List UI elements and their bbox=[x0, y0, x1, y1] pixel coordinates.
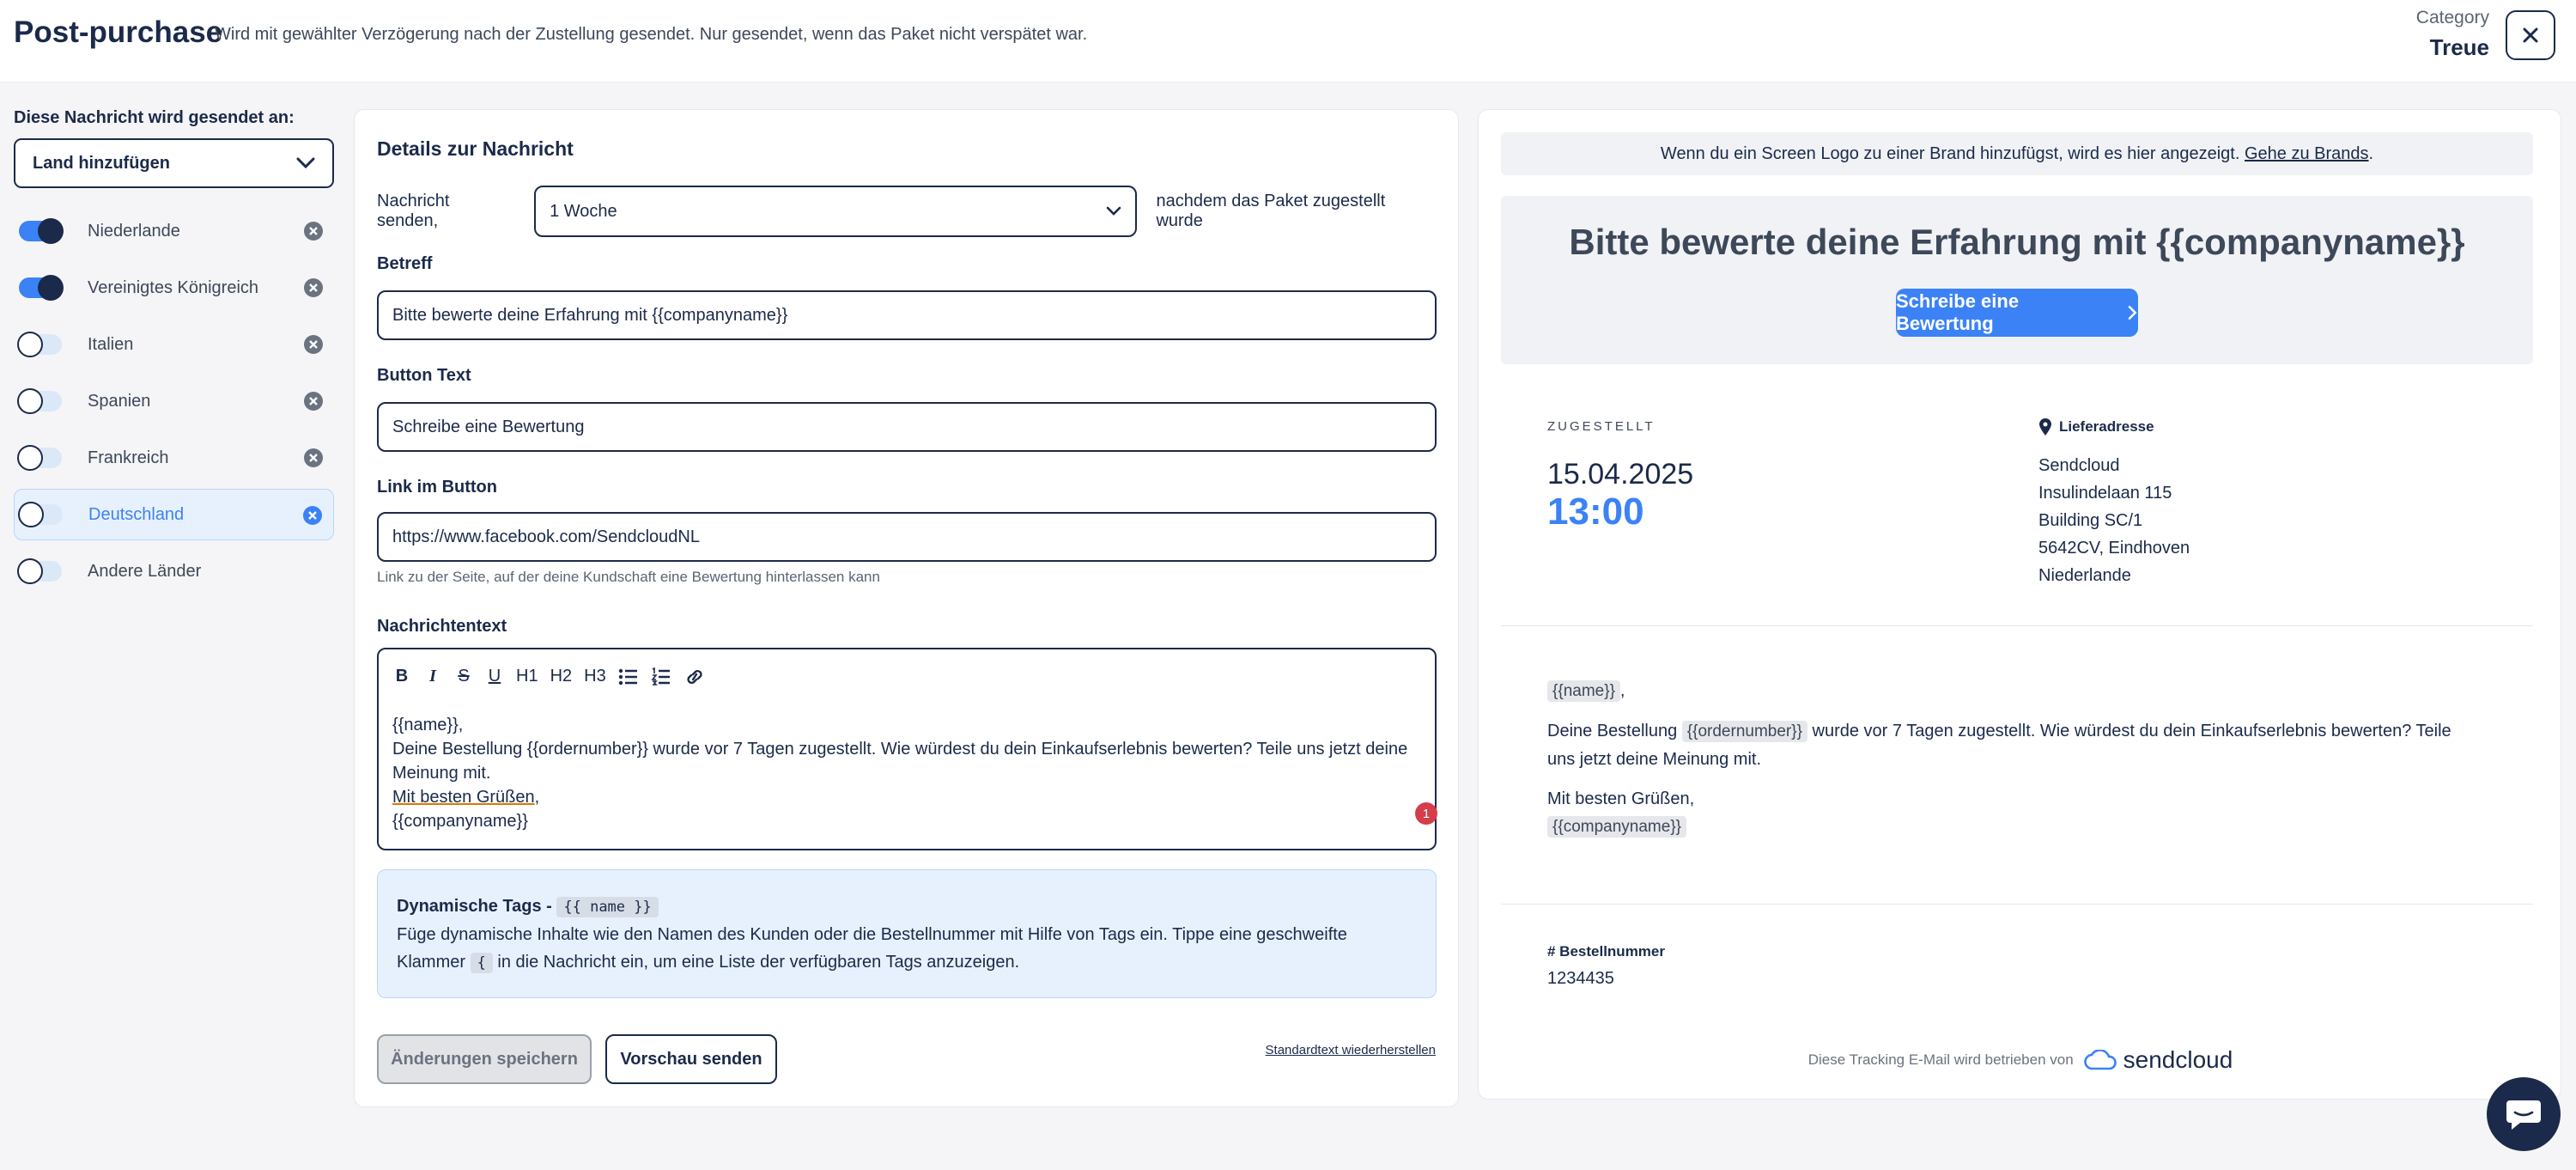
add-country-select[interactable] bbox=[14, 138, 334, 188]
order-label: # Bestellnummer bbox=[1547, 943, 1665, 960]
tag-chip-brace: { bbox=[471, 953, 493, 973]
send-delay-row bbox=[377, 186, 1437, 237]
add-country-label: Land hinzufügen bbox=[33, 153, 170, 173]
country-item-spanien[interactable] bbox=[14, 375, 334, 427]
country-toggle[interactable] bbox=[19, 277, 62, 298]
page-subtitle: Wird mit gewählter Verzögerung nach der Zustellung gesendet. Nur gesendet, wenn das Paket nicht verspätet war. bbox=[215, 25, 1088, 44]
remove-country-icon[interactable] bbox=[303, 448, 324, 468]
link-hint: Link zu der Seite, auf der deine Kundschaft eine Bewertung hinterlassen kann bbox=[377, 569, 880, 585]
location-pin-icon bbox=[2038, 417, 2052, 436]
divider bbox=[1501, 904, 2533, 905]
close-button[interactable] bbox=[2506, 10, 2555, 60]
strikethrough-button[interactable]: S bbox=[458, 667, 470, 686]
h1-button[interactable]: H1 bbox=[516, 667, 538, 686]
button-text-value: Schreibe eine Bewertung bbox=[392, 417, 585, 436]
error-badge[interactable]: 1 bbox=[1415, 802, 1437, 825]
send-suffix: nachdem das Paket zugestellt wurde bbox=[1156, 192, 1386, 230]
remove-country-icon[interactable] bbox=[303, 221, 324, 241]
tags-title: Dynamische Tags - bbox=[397, 897, 552, 916]
delivery-date: 15.04.2025 bbox=[1547, 458, 1694, 491]
tags-text-1: Füge dynamische Inhalte wie den Namen des Kunden oder die Bestellnummer mit Hilfe von Tags ein. Tippe eine geschweifte bbox=[397, 925, 1347, 944]
country-toggle[interactable] bbox=[19, 561, 62, 582]
message-line: {{name}}, bbox=[392, 716, 464, 734]
msg-line1-post: wurde vor 7 Tagen zugestellt. Wie würdest du dein Einkaufserlebnis bewerten? Teile bbox=[1812, 722, 2451, 740]
preview-heading: Bitte bewerte deine Erfahrung mit {{companyname}} bbox=[1569, 222, 2465, 262]
tag-chip-ordernumber: {{ordernumber}} bbox=[1682, 721, 1807, 742]
subject-input[interactable] bbox=[377, 290, 1437, 340]
details-title: Details zur Nachricht bbox=[377, 137, 574, 160]
underline-button[interactable]: U bbox=[488, 667, 501, 686]
remove-country-icon[interactable] bbox=[302, 505, 323, 526]
preview-cta-label: Schreibe eine Bewertung bbox=[1896, 290, 2020, 334]
tag-chip-company: {{companyname}} bbox=[1547, 816, 1686, 838]
country-name: Niederlande bbox=[88, 221, 180, 241]
send-delay-value: 1 Woche bbox=[550, 201, 617, 221]
country-item-andere-laender[interactable] bbox=[14, 545, 334, 597]
message-editor[interactable] bbox=[377, 648, 1437, 850]
country-item-vereinigtes-koenigreich[interactable] bbox=[14, 262, 334, 314]
order-value: 1234435 bbox=[1547, 969, 1614, 988]
bullet-list-icon[interactable] bbox=[618, 667, 639, 686]
bold-button[interactable]: B bbox=[395, 667, 409, 686]
message-label: Nachrichtentext bbox=[377, 617, 507, 636]
banner-dot: . bbox=[2368, 143, 2374, 163]
remove-country-icon[interactable] bbox=[303, 334, 324, 355]
send-prefix: Nachricht senden, bbox=[377, 192, 450, 230]
country-item-deutschland[interactable] bbox=[14, 489, 334, 540]
tag-chip-name: {{name}} bbox=[1547, 680, 1620, 702]
message-line: Mit besten Grüßen, bbox=[392, 788, 540, 807]
msg-regards: Mit besten Grüßen, bbox=[1547, 789, 1695, 808]
chat-icon bbox=[2505, 1097, 2543, 1131]
link-value: https://www.facebook.com/SendcloudNL bbox=[392, 527, 700, 546]
address-label: Lieferadresse bbox=[2059, 418, 2154, 435]
message-body[interactable] bbox=[392, 713, 1423, 833]
sendcloud-logo bbox=[2084, 1046, 2233, 1074]
preview-message bbox=[1547, 677, 2500, 841]
close-icon bbox=[2521, 26, 2540, 45]
send-delay-select[interactable] bbox=[534, 186, 1137, 237]
tags-text-2-pre: Klammer bbox=[397, 953, 466, 972]
category-label: Category bbox=[2415, 8, 2489, 27]
message-line: Meinung mit. bbox=[392, 764, 491, 783]
country-list bbox=[14, 205, 334, 597]
msg-line2: uns jetzt deine Meinung mit. bbox=[1547, 750, 1762, 769]
powered-by-text: Diese Tracking E-Mail wird betrieben von bbox=[1807, 1051, 2074, 1068]
page-header bbox=[0, 0, 2576, 82]
country-name: Italien bbox=[88, 334, 134, 354]
subject-label: Betreff bbox=[377, 254, 433, 273]
category-value: Treue bbox=[2429, 34, 2489, 60]
country-name: Spanien bbox=[88, 391, 151, 411]
country-toggle[interactable] bbox=[19, 221, 62, 241]
preview-cta-button[interactable] bbox=[1896, 289, 2138, 337]
powered-by-footer bbox=[1479, 1046, 2562, 1074]
message-details-card bbox=[354, 109, 1459, 1107]
delivery-address bbox=[2038, 417, 2190, 589]
msg-line1-pre: Deine Bestellung bbox=[1547, 722, 1678, 740]
button-text-label: Button Text bbox=[377, 366, 471, 385]
remove-country-icon[interactable] bbox=[303, 277, 324, 298]
country-sidebar bbox=[14, 108, 334, 602]
h3-button[interactable]: H3 bbox=[584, 667, 606, 686]
brand-name: sendcloud bbox=[2123, 1046, 2233, 1073]
link-input[interactable] bbox=[377, 512, 1437, 562]
country-toggle[interactable] bbox=[19, 448, 62, 468]
country-toggle[interactable] bbox=[20, 504, 63, 525]
address-line: 5642CV, Eindhoven bbox=[2038, 539, 2190, 558]
chevron-down-icon bbox=[1106, 206, 1121, 216]
country-name: Vereinigtes Königreich bbox=[88, 277, 259, 297]
comma: , bbox=[1619, 681, 1625, 700]
send-preview-button[interactable]: Vorschau senden bbox=[605, 1034, 777, 1084]
country-item-frankreich[interactable] bbox=[14, 432, 334, 484]
preview-hero bbox=[1501, 196, 2533, 364]
remove-country-icon[interactable] bbox=[303, 391, 324, 411]
cloud-icon bbox=[2084, 1050, 2117, 1070]
page-title: Post-purchase bbox=[14, 15, 223, 49]
logo-banner bbox=[1501, 132, 2533, 175]
delivery-time: 13:00 bbox=[1547, 491, 1644, 533]
status-label: ZUGESTELLT bbox=[1547, 419, 1656, 434]
brands-link[interactable]: Gehe zu Brands bbox=[2244, 143, 2369, 163]
numbered-list-icon[interactable] bbox=[651, 667, 671, 686]
link-icon[interactable] bbox=[683, 667, 706, 686]
reset-default-link[interactable]: Standardtext wiederherstellen bbox=[1265, 1043, 1436, 1057]
tags-text-2-post: in die Nachricht ein, um eine Liste der verfügbaren Tags anzuzeigen. bbox=[497, 953, 1020, 972]
delivery-status bbox=[1547, 419, 1693, 533]
address-line: Building SC/1 bbox=[2038, 511, 2143, 530]
divider bbox=[1501, 625, 2533, 626]
address-line: Insulindelaan 115 bbox=[2038, 484, 2172, 503]
address-line: Sendcloud bbox=[2038, 456, 2120, 475]
save-button[interactable]: Änderungen speichern bbox=[377, 1034, 592, 1084]
country-name: Deutschland bbox=[88, 504, 185, 524]
country-name: Andere Länder bbox=[88, 561, 202, 581]
chat-button[interactable] bbox=[2487, 1077, 2561, 1151]
order-number-block bbox=[1547, 943, 1665, 989]
chevron-down-icon bbox=[296, 157, 315, 169]
message-line: Deine Bestellung {{ordernumber}} wurde vor 7 Tagen zugestellt. Wie würdest du dein Einkaufserlebnis bewerten? Teile uns jetzt deine bbox=[392, 740, 1408, 759]
dynamic-tags-info bbox=[377, 869, 1437, 998]
subject-value: Bitte bewerte deine Erfahrung mit {{companyname}} bbox=[392, 305, 788, 325]
button-text-input[interactable] bbox=[377, 402, 1437, 452]
tag-chip-name: {{ name }} bbox=[556, 897, 658, 917]
message-line: {{companyname}} bbox=[392, 812, 528, 831]
h2-button[interactable]: H2 bbox=[550, 667, 573, 686]
country-item-italien[interactable] bbox=[14, 319, 334, 370]
link-label: Link im Button bbox=[377, 478, 497, 497]
email-preview-card bbox=[1478, 109, 2561, 1100]
country-item-niederlande[interactable] bbox=[14, 205, 334, 257]
banner-text: Wenn du ein Screen Logo zu einer Brand hinzufügst, wird es hier angezeigt. bbox=[1660, 143, 2240, 163]
italic-button[interactable]: I bbox=[429, 667, 436, 686]
chevron-right-icon bbox=[2128, 305, 2138, 320]
address-line: Niederlande bbox=[2038, 566, 2131, 585]
country-name: Frankreich bbox=[88, 448, 169, 467]
recipients-label: Diese Nachricht wird gesendet an: bbox=[14, 108, 295, 127]
country-toggle[interactable] bbox=[19, 334, 62, 355]
country-toggle[interactable] bbox=[19, 391, 62, 411]
editor-toolbar bbox=[392, 667, 706, 686]
